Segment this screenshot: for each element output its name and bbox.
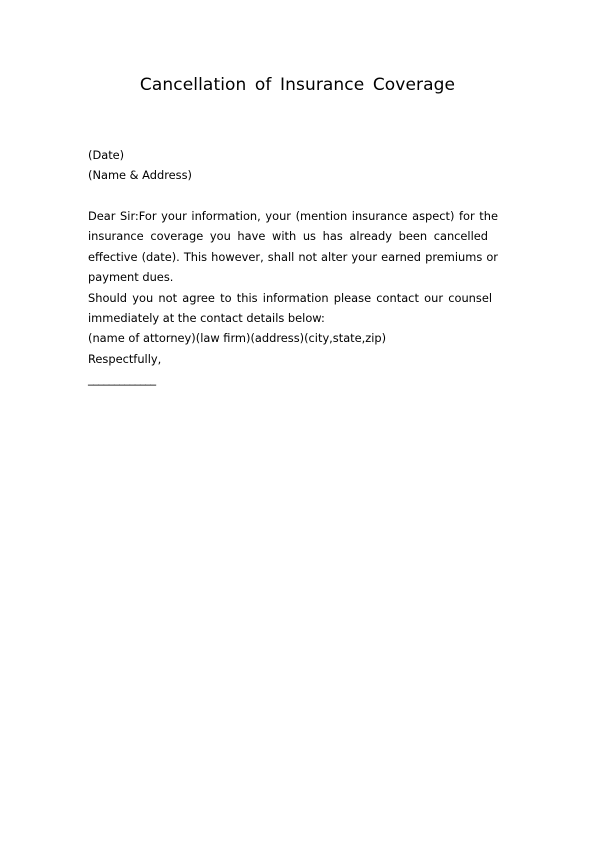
body-line: Should you not agree to this information please contact our counsel [88,290,492,305]
body-line: payment dues. [88,270,174,285]
body-line: immediately at the contact details below: [88,310,325,325]
letter-body [88,206,508,390]
closing-line: Respectfully, [88,351,162,366]
letter-header [88,145,508,186]
body-line: insurance coverage you have with us has already been cancelled [88,229,488,244]
date-placeholder: (Date) [88,148,125,162]
body-line: effective (date). This however, shall not alter your earned premiums or [88,249,498,264]
document-title: Cancellation of Insurance Coverage [139,75,456,95]
body-line: Dear Sir:For your information, your (mention insurance aspect) for the [88,209,498,223]
contact-details-line: (name of attorney)(law firm)(address)(city,state,zip) [88,331,387,346]
signature-line: _____________ [88,372,156,387]
recipient-placeholder: (Name & Address) [88,168,192,183]
